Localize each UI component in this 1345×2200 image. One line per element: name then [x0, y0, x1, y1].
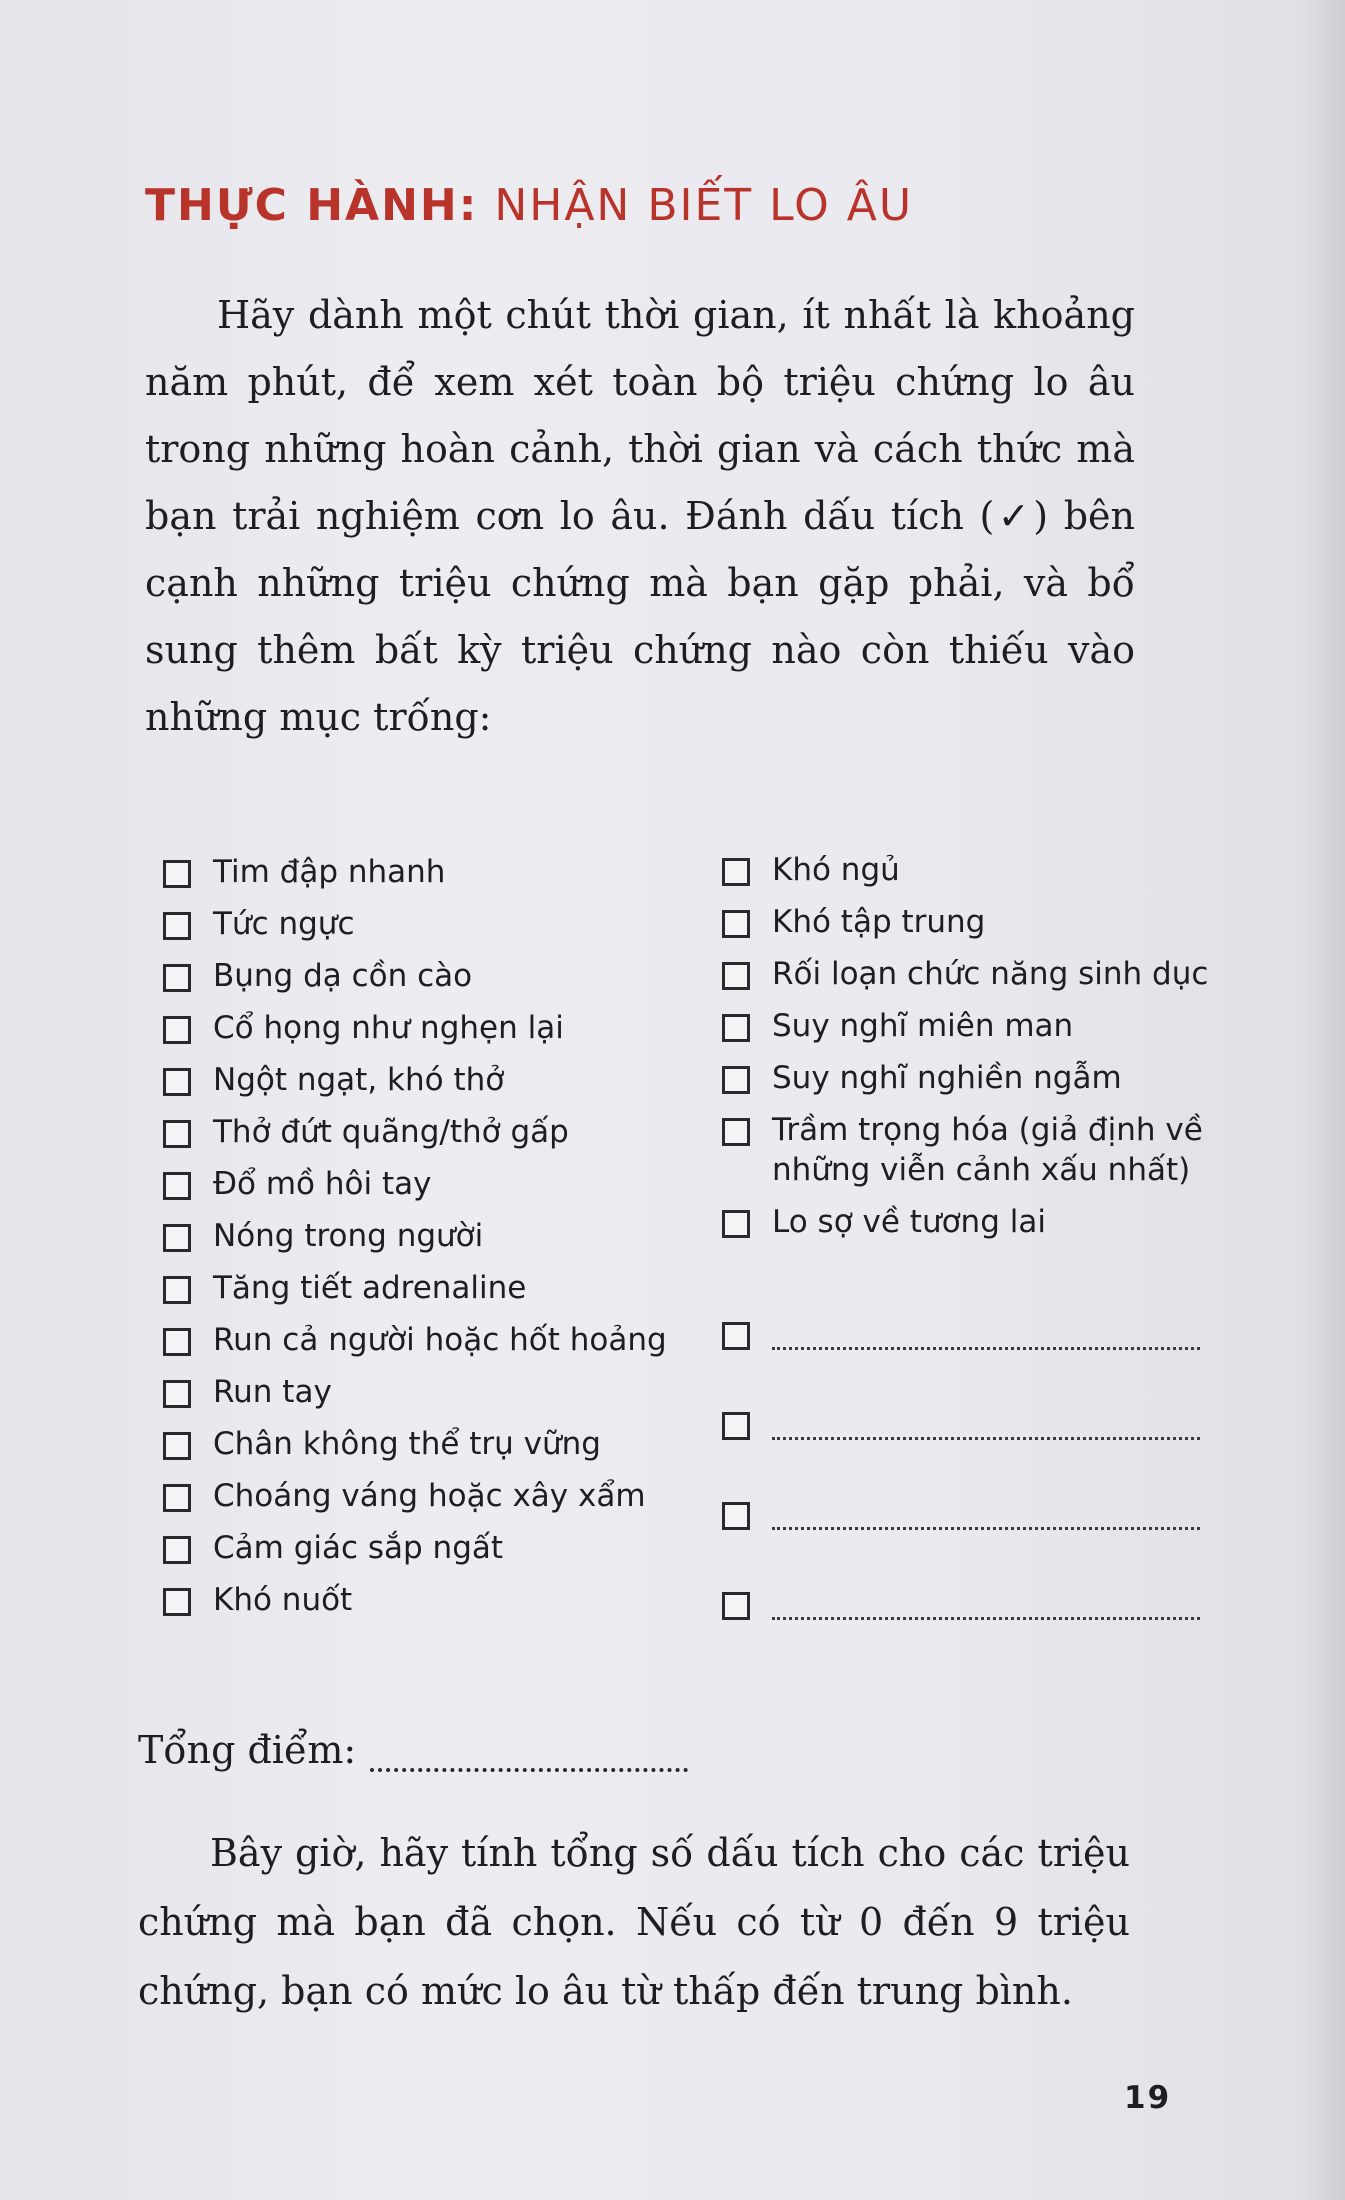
title-bold: THỰC HÀNH:	[145, 180, 479, 231]
checklist-item[interactable]	[163, 1114, 723, 1170]
section-title	[145, 180, 913, 231]
checkbox[interactable]	[722, 1502, 750, 1530]
checklist-item[interactable]	[163, 1010, 723, 1066]
checklist-item[interactable]	[163, 1530, 723, 1586]
page-number: 19	[1124, 2080, 1172, 2116]
checkbox[interactable]	[722, 1592, 750, 1620]
item-label: Bụng dạ cồn cào	[213, 958, 473, 994]
blank-checklist-item[interactable]	[722, 1440, 1322, 1530]
checkbox[interactable]	[163, 1536, 191, 1564]
checkbox[interactable]	[722, 962, 750, 990]
checkbox[interactable]	[163, 912, 191, 940]
checklist-item[interactable]	[163, 1478, 723, 1534]
checklist-item[interactable]	[163, 958, 723, 1014]
item-label: Ngột ngạt, khó thở	[213, 1062, 505, 1098]
checklist-item[interactable]	[163, 1322, 723, 1378]
checklist-item[interactable]	[722, 1112, 1322, 1208]
checkbox[interactable]	[722, 1066, 750, 1094]
blank-write-line[interactable]	[772, 1501, 1200, 1530]
checkbox[interactable]	[722, 1210, 750, 1238]
item-label: Khó ngủ	[772, 852, 900, 888]
checkbox[interactable]	[163, 1484, 191, 1512]
checkbox[interactable]	[722, 1014, 750, 1042]
total-score-label: Tổng điểm:	[138, 1728, 357, 1772]
item-label: Thở đứt quãng/thở gấp	[213, 1114, 569, 1150]
checkbox[interactable]	[722, 1412, 750, 1440]
item-label: Trầm trọng hóa (giả định về những viễn cảnh xấu nhất)	[772, 1112, 1203, 1188]
blank-checklist-item[interactable]	[722, 1350, 1322, 1440]
checkbox[interactable]	[163, 1380, 191, 1408]
checklist-item[interactable]	[722, 904, 1322, 960]
checkbox[interactable]	[163, 1224, 191, 1252]
item-label: Suy nghĩ nghiền ngẫm	[772, 1060, 1122, 1096]
checkbox[interactable]	[163, 1068, 191, 1096]
checklist-item[interactable]	[722, 1008, 1322, 1064]
checklist-item[interactable]	[722, 1060, 1322, 1116]
total-score-line[interactable]	[370, 1736, 688, 1772]
checkbox[interactable]	[163, 1016, 191, 1044]
item-label: Khó tập trung	[772, 904, 986, 940]
item-label: Lo sợ về tương lai	[772, 1204, 1046, 1240]
item-label: Tim đập nhanh	[213, 854, 446, 890]
checklist-left	[163, 854, 723, 1638]
item-label: Chân không thể trụ vững	[213, 1426, 601, 1462]
checkbox[interactable]	[163, 1328, 191, 1356]
checkbox[interactable]	[163, 964, 191, 992]
checklist-item[interactable]	[163, 1218, 723, 1274]
blank-write-line[interactable]	[772, 1591, 1200, 1620]
outro-paragraph: Bây giờ, hãy tính tổng số dấu tích cho các triệu chứng mà bạn đã chọn. Nếu có từ 0 đến 9 triệu chứng, bạn có mức lo âu từ thấp đến trung bình.	[138, 1831, 1130, 2013]
checklist-item[interactable]	[163, 1062, 723, 1118]
blank-write-line[interactable]	[772, 1321, 1200, 1350]
item-label: Khó nuốt	[213, 1582, 353, 1618]
blank-checklist-item[interactable]	[722, 1530, 1322, 1620]
title-light: NHẬN BIẾT LO ÂU	[494, 180, 914, 231]
checkbox[interactable]	[722, 910, 750, 938]
checkbox[interactable]	[722, 858, 750, 886]
checklist-item[interactable]	[163, 1426, 723, 1482]
item-label: Tăng tiết adrenaline	[213, 1270, 527, 1306]
checklist-item[interactable]	[163, 1270, 723, 1326]
total-score	[138, 1728, 688, 1772]
checklist-item[interactable]	[722, 1204, 1322, 1260]
checkbox[interactable]	[722, 1118, 750, 1146]
checklist-item[interactable]	[163, 1582, 723, 1638]
checklist-right	[722, 852, 1322, 1620]
item-label: Tức ngực	[213, 906, 355, 942]
checklist-item[interactable]	[722, 956, 1322, 1012]
checkbox[interactable]	[163, 1588, 191, 1616]
checklist-item[interactable]	[163, 854, 723, 910]
checkbox[interactable]	[163, 860, 191, 888]
checkbox[interactable]	[722, 1322, 750, 1350]
checklist-item[interactable]	[163, 1374, 723, 1430]
checklist-item[interactable]	[163, 1166, 723, 1222]
item-label: Run tay	[213, 1374, 332, 1410]
intro-paragraph: Hãy dành một chút thời gian, ít nhất là khoảng năm phút, để xem xét toàn bộ triệu chứng lo âu trong những hoàn cảnh, thời gian và cách thức mà bạn trải nghiệm cơn lo âu. Đánh dấu tích (✓) bên cạnh những triệu chứng mà bạn gặp phải, và bổ sung thêm bất kỳ triệu chứng nào còn thiếu vào những mục trống:	[145, 293, 1135, 739]
blank-write-line[interactable]	[772, 1411, 1200, 1440]
checkbox[interactable]	[163, 1120, 191, 1148]
item-label: Đổ mồ hôi tay	[213, 1166, 432, 1202]
item-label: Suy nghĩ miên man	[772, 1008, 1074, 1044]
item-label: Run cả người hoặc hốt hoảng	[213, 1322, 667, 1358]
item-label: Cổ họng như nghẹn lại	[213, 1010, 564, 1046]
checklist-item[interactable]	[163, 906, 723, 962]
checklist-item[interactable]	[722, 852, 1322, 908]
item-label: Choáng váng hoặc xây xẩm	[213, 1478, 646, 1514]
checkbox[interactable]	[163, 1172, 191, 1200]
blank-checklist-item[interactable]	[722, 1260, 1322, 1350]
item-label: Nóng trong người	[213, 1218, 484, 1254]
checkbox[interactable]	[163, 1432, 191, 1460]
checkbox[interactable]	[163, 1276, 191, 1304]
item-label: Cảm giác sắp ngất	[213, 1530, 504, 1566]
item-label: Rối loạn chức năng sinh dục	[772, 956, 1209, 992]
